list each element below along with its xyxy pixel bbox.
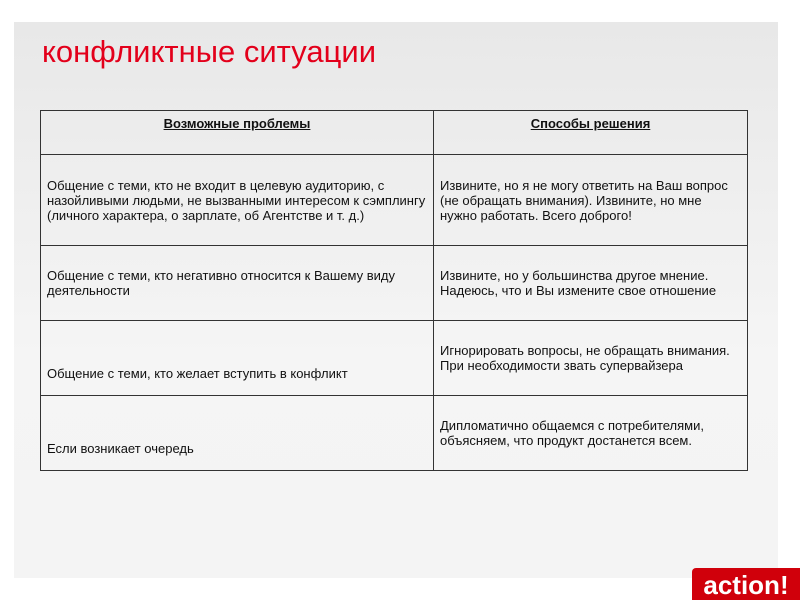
conflict-table: [40, 110, 748, 471]
table-row: [41, 155, 748, 246]
table-row: [41, 321, 748, 396]
solution-cell: Игнорировать вопросы, не обращать внимания. При необходимости звать супервайзера: [434, 321, 748, 396]
action-logo: action!: [692, 568, 800, 600]
table-row: [41, 246, 748, 321]
problem-cell: Если возникает очередь: [41, 396, 434, 471]
problem-cell: Общение с теми, кто желает вступить в конфликт: [41, 321, 434, 396]
problem-cell: Общение с теми, кто негативно относится к Вашему виду деятельности: [41, 246, 434, 321]
solution-cell: Извините, но я не могу ответить на Ваш вопрос (не обращать внимания). Извините, но мне нужно работать. Всего доброго!: [434, 155, 748, 246]
header-solutions: Способы решения: [434, 111, 748, 155]
table-row: [41, 396, 748, 471]
header-problems: Возможные проблемы: [41, 111, 434, 155]
solution-cell: Дипломатично общаемся с потребителями, объясняем, что продукт достанется всем.: [434, 396, 748, 471]
table-header-row: [41, 111, 748, 155]
slide-title: конфликтные ситуации: [42, 34, 377, 69]
problem-cell: Общение с теми, кто не входит в целевую аудиторию, с назойливыми людьми, не вызванными интересом к сэмплингу (личного характера, о зарплате, об Агентстве и т. д.): [41, 155, 434, 246]
solution-cell: Извините, но у большинства другое мнение. Надеюсь, что и Вы измените свое отношение: [434, 246, 748, 321]
